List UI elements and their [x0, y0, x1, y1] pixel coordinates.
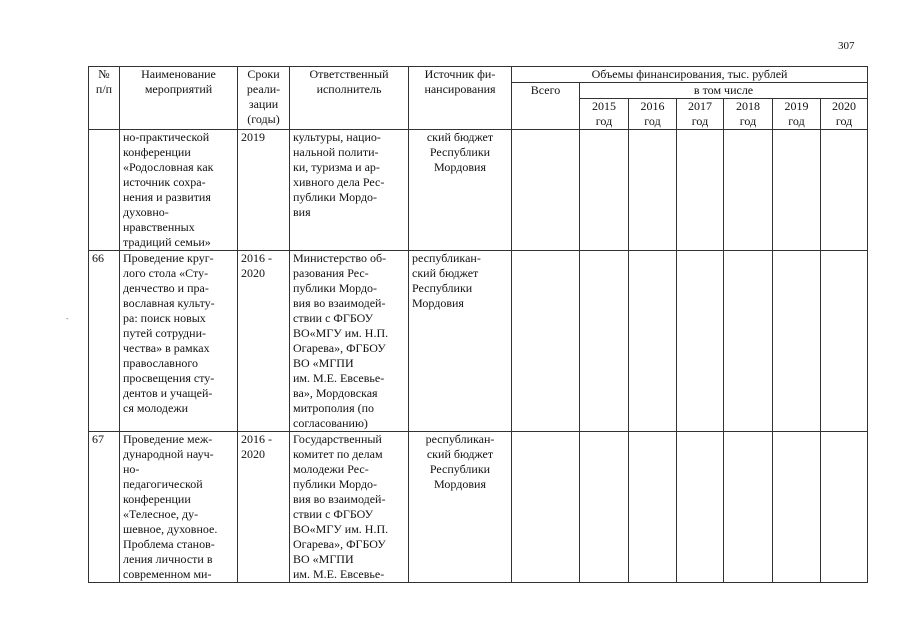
header-year-2020-text: 2020 год [832, 99, 857, 128]
row-2016 [629, 432, 677, 583]
header-including-text: в том числе [693, 83, 754, 97]
row-2018 [724, 130, 773, 251]
funding-table [88, 66, 868, 583]
header-year-2019 [773, 99, 821, 130]
row-executor [290, 130, 409, 251]
row-source-text: ский бюджет Республики Мордовия [426, 130, 494, 174]
row-term [238, 251, 290, 432]
header-year-2018-text: 2018 год [736, 99, 760, 128]
header-year-2016-text: 2016 год [640, 99, 665, 128]
row-num [89, 130, 120, 251]
row-2020 [821, 130, 868, 251]
header-executor [290, 67, 409, 130]
row-2017 [677, 251, 724, 432]
header-term-text: Сроки реали- зации (годы) [246, 67, 281, 126]
row-2015 [580, 130, 629, 251]
row-name [120, 130, 238, 251]
row-name-text: Проведение круг- лого стола «Сту- денчество и пра- вославная культу- ра: поиск новых путей сотрудни- чества» в рамках православного просвещения сту- дентов и учащей- ся молодежи [123, 251, 215, 415]
row-executor-text: культуры, нацио- нальной полити- ки, туризма и ар- хивного дела Рес- публики Мордо- вия [293, 130, 385, 219]
header-source-text: Источник фи- нансирования [424, 67, 496, 96]
row-2018 [724, 251, 773, 432]
row-source [409, 432, 512, 583]
row-term [238, 130, 290, 251]
row-executor [290, 251, 409, 432]
table-row [89, 130, 868, 251]
row-2019 [773, 130, 821, 251]
row-name-text: Проведение меж- дународной науч- но- педагогической конференции «Телесное, ду- шевное, духовное. Проблема станов- ления личности в современном ми- [123, 432, 218, 581]
row-term-text: 2016 - 2020 [241, 432, 272, 461]
row-2015 [580, 432, 629, 583]
row-source [409, 251, 512, 432]
row-2016 [629, 251, 677, 432]
header-num-text: № п/п [95, 67, 113, 96]
row-name-text: но-практической конференции «Родословная как источник сохра- нения и развития духовно- нравственных традиций семьи» [123, 130, 214, 249]
header-year-2015 [580, 99, 629, 130]
row-total [512, 432, 580, 583]
page-number: 307 [838, 40, 855, 52]
row-2018 [724, 432, 773, 583]
row-num-text: 66 [92, 251, 104, 265]
header-funding-title-text: Объемы финансирования, тыс. рублей [591, 67, 788, 81]
stray-mark: - [66, 314, 69, 323]
header-year-2018 [724, 99, 773, 130]
header-funding-title [512, 67, 868, 83]
table-row [89, 432, 868, 583]
row-term [238, 432, 290, 583]
row-num-text: 67 [92, 432, 104, 446]
header-including [580, 83, 868, 99]
row-name [120, 251, 238, 432]
row-2017 [677, 130, 724, 251]
row-executor-text: Государственный комитет по делам молодежи Рес- публики Мордо- вия во взаимодей- ствии с ФГБОУ ВО«МГУ им. Н.П. Огарева», ФГБОУ ВО «МГПИ им. М.Е. Евсевье- [293, 432, 389, 581]
header-num [89, 67, 120, 130]
row-term-text: 2019 [241, 130, 265, 144]
row-executor-text: Министерство об- разования Рес- публики Мордо- вия во взаимодей- ствии с ФГБОУ ВО«МГУ им. Н.П. Огарева», ФГБОУ ВО «МГПИ им. М.Е. Евсевье- ва», Мордовская митрополия (по согласованию) [293, 251, 389, 430]
row-num [89, 432, 120, 583]
row-2019 [773, 251, 821, 432]
row-2020 [821, 251, 868, 432]
header-name-text: Наименование мероприятий [141, 67, 216, 96]
row-2017 [677, 432, 724, 583]
row-total [512, 251, 580, 432]
header-year-2016 [629, 99, 677, 130]
row-2020 [821, 432, 868, 583]
row-total [512, 130, 580, 251]
header-year-2020 [821, 99, 868, 130]
row-source-text: республикан- ский бюджет Республики Мордовия [412, 251, 481, 310]
row-2016 [629, 130, 677, 251]
table-row [89, 251, 868, 432]
row-name [120, 432, 238, 583]
row-term-text: 2016 - 2020 [241, 251, 272, 280]
row-2015 [580, 251, 629, 432]
header-year-2017-text: 2017 год [688, 99, 712, 128]
header-year-2019-text: 2019 год [784, 99, 809, 128]
header-total [512, 83, 580, 130]
row-source-text: республикан- ский бюджет Республики Мордовия [425, 432, 495, 491]
header-year-2017 [677, 99, 724, 130]
header-executor-text: Ответственный исполнитель [309, 67, 389, 96]
row-source [409, 130, 512, 251]
header-total-text: Всего [530, 83, 561, 97]
row-executor [290, 432, 409, 583]
row-2019 [773, 432, 821, 583]
header-year-2015-text: 2015 год [592, 99, 616, 128]
header-term [238, 67, 290, 130]
row-num [89, 251, 120, 432]
header-source [409, 67, 512, 130]
header-name [120, 67, 238, 130]
